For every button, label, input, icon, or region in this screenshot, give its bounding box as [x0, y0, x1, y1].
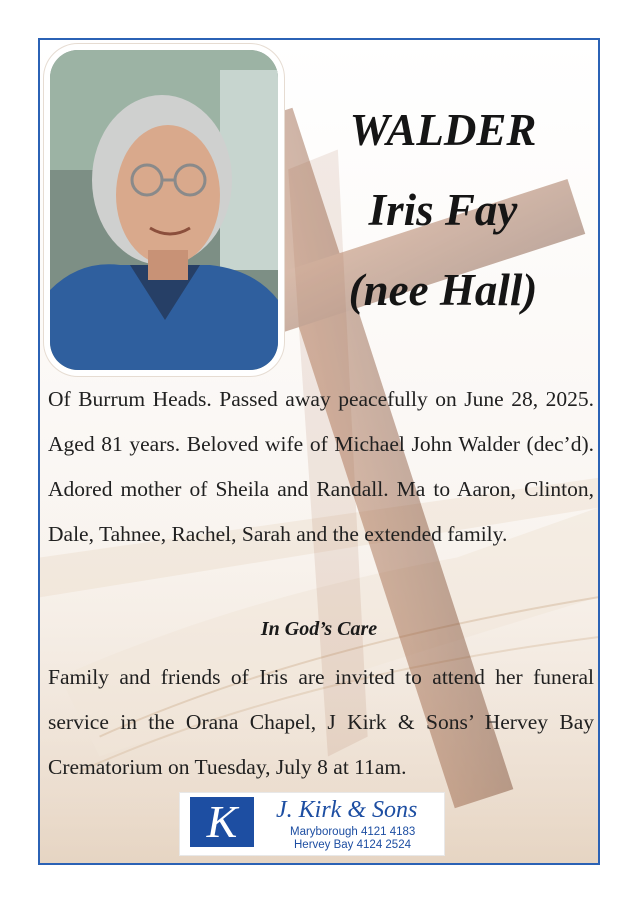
- given-names-heading: Iris Fay: [368, 185, 518, 235]
- funeral-director-logo: [180, 793, 444, 855]
- k-monogram-icon: K: [190, 797, 254, 847]
- funeral-details-paragraph: Family and friends of Iris are invited to attend her funeral service in the Orana Chapel, J Kirk & Sons’ Hervey Bay Crematorium on Tuesday, July 8 at 11am.: [48, 665, 594, 779]
- phone-hervey-bay: Hervey Bay 4124 2524: [294, 839, 411, 851]
- portrait-illustration: [50, 50, 278, 370]
- company-name: J. Kirk & Sons: [276, 797, 418, 823]
- verse-line: In God’s Care: [260, 618, 378, 640]
- portrait-photo: [50, 50, 278, 370]
- maiden-name-heading: (nee Hall): [348, 265, 538, 315]
- obituary-paragraph: Of Burrum Heads. Passed away peacefully on June 28, 2025. Aged 81 years. Beloved wife of Michael John Walder (dec’d). Adored mother of Sheila and Randall. Ma to Aaron, Clinton, Dale, Tahnee, Rachel, Sarah and the extended family.: [48, 387, 594, 546]
- surname-heading: WALDER: [349, 105, 537, 155]
- phone-maryborough: Maryborough 4121 4183: [290, 826, 416, 838]
- funeral-notice: [38, 38, 600, 865]
